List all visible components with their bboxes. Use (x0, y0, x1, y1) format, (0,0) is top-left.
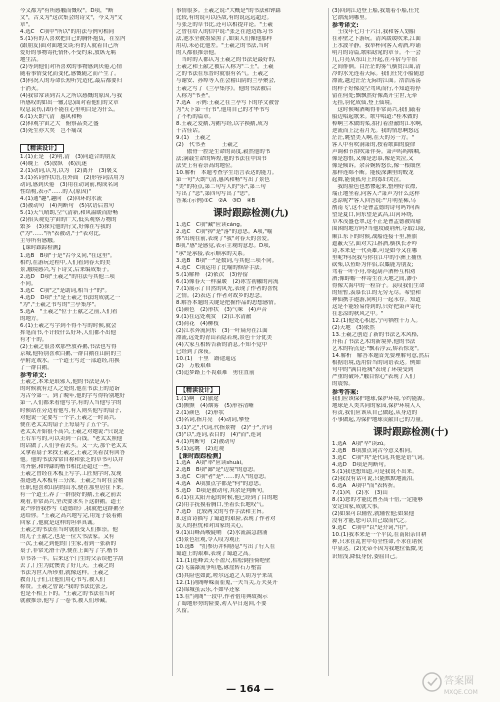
section-title: 课时跟踪检测(九) (213, 208, 289, 220)
text-line: (2)我没有话可说,只能默默地流泪。 (332, 476, 418, 482)
text-line: (2)飞湍瀑流争喧豗,砯崖转石万壑雷 (176, 565, 262, 572)
text-line: (4)大家互相转告新的消息,不知不觉中 (176, 342, 268, 349)
text-line: 我们应该保护地球,保护环境,节约能源。 (332, 395, 429, 402)
text-line: 2.选B B项"鄙"是"边境"的意思。 (176, 466, 259, 473)
text-line: 句中的"满目疮痍"表现了环境受到 (332, 367, 414, 374)
text-line: (3)何况人的寿命长短听凭造化,最后都要归 (20, 78, 123, 85)
text-line: 3.选C C项"之"是助词,相当于"的"。 (20, 287, 111, 294)
text-line: (1)颜色 (2)形状 (3)气味 (4)声音 (176, 306, 267, 313)
text-line: 起舞,能使孤舟上的寡妇哭泣。 (332, 177, 405, 184)
boxed-section-header: 【精读设计】 (176, 386, 220, 395)
text-line: 根据语境,选用恰当的词语表达。例如 (332, 360, 421, 367)
text-line: 砍柴,以鱼虾为伴侣,以麋鹿为朋友; (332, 261, 414, 268)
text-line: 没有才能,您可以自己取而代之。 (332, 518, 410, 525)
text-line: 老太太开始很不高兴,王羲之对她说:"只说是 (20, 428, 125, 435)
text-line: (2)王羲之很喜欢那些放养鹅,书法也写得 (20, 344, 117, 351)
text-line: 7.(1)展示了自然的风光,表现了作者的喜悦 (176, 285, 278, 292)
text-line: 6.(1)像春天一样温暖 (2)冰雪初融的河流 (176, 278, 279, 285)
text-line: 久留。 (176, 607, 193, 614)
text-line: 于消灭。 (20, 85, 42, 92)
text-line: 不同。 (20, 280, 37, 287)
text-line: 之间徘徊。白茫茫的雾气横贯江面,清 (332, 64, 421, 71)
text-line: 2.选C C项"掉"是"落"的意思。A项,"喻 (176, 229, 273, 236)
subheading: 参考译文: (20, 372, 47, 380)
boxed-section-header: 【精读设计】 (20, 144, 64, 153)
text-line: (3)其险也如此,嗟尔远道之人胡为乎来哉 (176, 572, 273, 579)
text-line: "为","王羲之书写的"兰亭集序"。 (20, 301, 100, 308)
text-line: 5.(1)我也想知道,可是我说不出来。 (332, 468, 418, 475)
text-line: (3)"以",连词,表目的 (4)"而",连词 (176, 431, 262, 438)
text-line: 回家了,他就是这样的坦率真诚。 (20, 520, 98, 527)
text-line: 之曾在给人的信中说:"张芝在池边练习书 (176, 29, 273, 36)
text-line: 今义都为"有所感触而慨叹"。D项，"断 (20, 8, 114, 14)
text-line: 逆流而上泛着月光。我的情思啊悠远 (332, 127, 420, 134)
text-line: 第一句"天朗气清,惠风和畅"写出了景色 (176, 177, 270, 184)
text-line: 的时候就有过人之处的,他在书法上的造诣 (20, 386, 120, 393)
text-line: 王右军写的,可以卖到一百钱。"老太太照他 (20, 435, 123, 442)
column-divider (172, 8, 173, 676)
text-line: 地球是人类共同的家园,保护环境人人 (332, 402, 421, 409)
text-line: 12.(1)剑阁峥嵘而崔嵬,一夫当关,万夫莫开 (176, 579, 278, 586)
text-line: 12.(1)他处心积虑,宁可牺牲千万人。 (332, 318, 422, 325)
text-line: 7.选D 比较两文的写作手法和主旨。 (176, 509, 268, 516)
text-line: 悲凉呢?"客人回答说:"'月明星稀,乌 (332, 198, 416, 205)
text-line: 任职,他喜欢山阴的山水,便在那里居住下来。 (20, 485, 127, 492)
text-line: 相约,在游玩过程中,人们看到春天的美 (20, 259, 111, 266)
text-line: 文"，古义为"这次集会的诗文"，今义为"文 (20, 15, 123, 22)
text-line: 6.选A A项中"而"表转折。 (332, 483, 399, 490)
text-line: 1.(1)啊 (2)旅途 (176, 396, 219, 403)
text-line: (2) 代书圣 王羲之 (176, 141, 239, 148)
text-line: 1.选B B项"于是"古今义同,"在这里"。 (20, 252, 116, 259)
text-line: 当时的人都认为王羲之的书法是最好的, (176, 57, 276, 64)
subheading: 参考译文: (332, 22, 359, 30)
text-line: 8.解答本题的关键是把握作品的思想感情。 (176, 299, 280, 306)
text-line: "美"的特点,第二句写人的"乐",第三句 (176, 184, 266, 191)
text-line: 有一个道士,养了一群很好的鹅,王羲之前去 (20, 492, 122, 499)
text-line: 蜀道上的艰难,表现了蜀道之高。 (176, 551, 254, 558)
text-line: 事情很多。王羲之说:"大概是"的书法和钟繇 (176, 8, 281, 14)
text-line: 的地方。 (20, 315, 42, 322)
text-line: 4.选C C项运用了比喻的修辞手法。 (176, 264, 266, 271)
text-line: 的人都很推崇他。 (176, 50, 220, 57)
text-line: 茫茫,眺望美人啊,在天的另一方。" (332, 134, 415, 141)
text-line: 主导所有感触。 (20, 238, 59, 245)
text-line: 中显达。(2)先帝不因为我地位低微,见 (332, 546, 424, 553)
text-line: 1.选A A项"卒"读zú。 (332, 440, 389, 447)
text-line: 4.选A A项加点字都是"何"的意思。 (176, 480, 265, 487)
text-line: 1.选C C项"藏"应读cáng。 (176, 222, 246, 229)
text-line: 望是夏口,向东望是武昌,山河环绕, (332, 212, 414, 219)
text-line: 明月的诗篇,歌唱窈窕的章节。不一会 (332, 50, 421, 57)
text-line: 王羲之曾经在木板上写字,工匠刻字时,发现 (20, 470, 122, 477)
text-line: 顺江东下的时候,战船连接千里,旌旗 (332, 233, 418, 240)
text-line: 草书各一半。后来这个门生的父亲误把字刮 (20, 555, 124, 562)
text-line: B项,"感"是感觉,表示主观的意思。D项, (176, 243, 271, 250)
text-line: 客人中有吹洞箫的,按着歌曲的旋律 (332, 141, 416, 148)
column-divider (328, 8, 329, 676)
text-line: 2.(1)动词,认为,以为 (2)离开 (3)褒义 (20, 167, 118, 174)
text-line: 船边唱起歌来。歌中唱道:"桂木做的 (332, 113, 419, 120)
text-line: 漂流,越过茫茫无际的江面。浩浩荡荡 (332, 78, 421, 85)
text-line: 种,只求在乱世中苟全性命,不求在诸侯 (332, 539, 423, 546)
text-line: 4.(1)通"趣",趣向 (2)回环的水流 (20, 196, 103, 203)
text-line: 上水波平静。我举杯向客人劝酒,吟诵 (332, 43, 421, 50)
text-line: 了不朽的篇章。 (176, 113, 215, 120)
text-line: (2)锦城虽云乐,不如早还家 (176, 586, 240, 593)
text-line: 为古今第一。到了晚年,他的字写得特别地好 (20, 393, 126, 400)
text-line: 酒;像蜉蝣一样寄生在天地之间,渺小 (332, 275, 418, 282)
text-line: 诗,本来是一代英雄,可是如今又在哪 (332, 247, 418, 254)
text-line: 观看,非常高兴,坚决要求买下这群鹅。道士 (20, 499, 122, 506)
text-line: 挥笔而书,不计较什么好坏,人们都不出他 (20, 330, 117, 337)
text-line: (2)江水奔流向东 (3)一叶扁舟在江面 (176, 328, 268, 335)
text-line: 神仙携手遨游,同明月一起永存。知道 (332, 296, 421, 303)
text-line: 围困的地方吗?当他攻破荆州,夺取江陵, (332, 226, 426, 233)
text-line: 5.选A "王羲之"位于王献之之前,人们看 (20, 308, 118, 315)
text-line: 说:"你替我抄写《道德经》,我就把这群鹅全 (20, 506, 125, 513)
text-line: 在赤壁之下游玩。清风缓缓吹来,江面 (332, 36, 421, 43)
text-line: (2)仰观宇宙之大 俯察品类之盛 (20, 120, 99, 127)
text-line: 5.(1)远眺 (2)近观 (176, 445, 225, 452)
text-line: 8.王羲之爱鹅,为鹅写经,以字换鹅,成为 (176, 120, 269, 127)
text-line: 王羲之,本来是琅邪人,他的书法是从小 (20, 379, 111, 386)
text-line: 壬戌年七月十六日,我和客人划船 (332, 29, 416, 36)
text-line: 无挂,羽化成仙,登上仙境。 (332, 99, 396, 106)
text-line: 6.(1)在太阳升起的时候,他已经到了目的地 (176, 495, 278, 501)
text-line: 在悲凉的秋风之中。" (332, 311, 384, 318)
text-line: 1.选A A项"率"应读shuài。 (176, 459, 247, 466)
text-line: (3)景色壮观,令人叹为观止 (176, 537, 240, 544)
text-line: 对他说一定要写一个字,王羲之一时高兴, (20, 414, 117, 421)
subheading: 参考答案: (332, 388, 359, 396)
text-column-right (332, 8, 490, 676)
text-line: (2)天地 (3)依然 (332, 325, 375, 332)
text-line: 9.选C C项中"以"是介词,"用"。 (332, 525, 412, 532)
text-line: 4.选D D项是判断句。 (332, 461, 390, 468)
text-line: 了蜀地形势的险要,劝人早日返回,不要 (176, 600, 267, 607)
watermark-url: MXQE.COM (444, 689, 478, 696)
text-line: 之的书法在东晋时就很有名气。王羲之 (176, 71, 269, 78)
text-line: 驾齐驱,和钟繇的楷书相比还超过一些。 (20, 463, 115, 470)
text-line: 冷的水光连着天际。我们任凭小船随意 (332, 71, 425, 78)
text-line: 那样连绵不断。能使深渊里的蛟龙 (332, 170, 414, 177)
text-line: 京城,他特别喜欢白鹅,一群白鹅在山阴的兰 (20, 351, 122, 358)
text-line: 开拓了书法艺术的新境界,他的书法 (332, 339, 416, 346)
text-line: 里呢?何况我与你在江中的小洲上捕鱼 (332, 254, 422, 261)
text-line: 安定国家,成就大事。 (332, 504, 383, 511)
text-line: 有才干的。 (20, 337, 48, 344)
text-line: 所感叹的如出一辙,(总)面对着他们的文章 (20, 99, 119, 106)
text-line: 与谢安、孙绰等人在会稽山阴的兰亭聚会, (176, 78, 276, 85)
text-line: 13.在"剑阁"一段中,作者借用典故揭示 (176, 593, 268, 600)
text-line: 3.(1)"之",代词,代指景物 (2)"于",介词 (176, 424, 273, 431)
text-line: 6.(1)王羲之写字到不得不写的时候,就会 (20, 322, 117, 329)
text-line: 用功,未必比他差。"王羲之的书法,当时 (176, 43, 270, 50)
text-line: (2)等到他们对所喜欢的事物感到厌倦,心情 (20, 64, 123, 71)
text-line: 留在何处;飘飘然好像离开尘世,无牵 (332, 92, 418, 99)
text-line: 法;满载生命的辉煌,他的书法在中国书 (176, 155, 267, 162)
text-line: 去了,门生为此懊丧了好几天。王羲之的 (20, 562, 115, 569)
text-line: 也是不相上下的。"王羲之的书法在当时 (20, 590, 116, 597)
text-line: 5.(1)天气晴朗,空气清新,和风温暖而舒畅 (20, 210, 119, 217)
text-line: 随着事情变化而变化,感慨随之而产生了。 (20, 71, 120, 78)
text-line: 法,池水全被墨染黑了,如果人们像他那样 (176, 36, 273, 43)
text-line: 【课时跟踪检测】 (20, 245, 64, 252)
text-line: 桌子,非常光滑干净,便在上面写了字,楷书 (20, 548, 118, 555)
text-line: 4.选D D项"王"是王羲之书法的成就之一 (20, 294, 121, 301)
boxed-header-row (176, 377, 326, 396)
text-line: (3)回到江边登上船,我划着小船,任凭 (332, 8, 420, 14)
text-line: 已经到了深夜。 (176, 349, 215, 356)
text-line: 第一,人们都来看他写字,有的人当他写字的 (20, 400, 122, 407)
text-line: (3)荷花 (4)柳枝 (176, 320, 219, 327)
text-line: 有责,我们应该从自己做起,从身边的 (332, 409, 418, 416)
text-line: 书法为世人所珍重,就像这样。王羲之 (20, 569, 109, 576)
text-line: 地生活。 (20, 57, 42, 64)
text-line: 它漂流到哪里。 (332, 15, 371, 22)
text-line: 6.(1)天朗气清 惠风和畅 (20, 113, 82, 120)
text-line: 章"。 (20, 22, 34, 29)
text-line: 送给你。"王羲之高兴地写完,用笼子装着鹅 (20, 513, 123, 520)
text-line: (3)死生亦大矣 岂不痛哉 (20, 127, 83, 134)
text-line: 比较,有的说可以匹敌,有的说远远超过。 (176, 15, 273, 22)
text-line: 8.(1)您的才能比曹丕高十倍,一定能够 (332, 497, 423, 504)
text-line: 与张芝的草书比,还可以相提并论。"王羲 (176, 22, 273, 29)
text-line: 鹊南飞',这不是曹孟德的诗句吗?向西 (332, 205, 420, 212)
text-line: 棹啊兰木做的桨,拍打着澄澈的江水啊, (332, 120, 423, 127)
text-line: 8.这首诗描写了蜀道的艰险,表现了作者对 (176, 516, 276, 523)
text-line: 7.选A 示例:王羲之在兰亭写下的序文被誉 (176, 99, 280, 106)
text-line: 9.(1) 王羲之 (176, 134, 211, 141)
text-line: (4)晚上 (5)放纵 (6)沉迷 (20, 160, 87, 167)
text-line: (3)名词,指月亮 (4)动词,攀登 (176, 417, 250, 424)
text-line: 艺术的特点是:"飘若浮云,矫若惊龙"。 (332, 346, 423, 353)
text-line: 5.选D D项是被动句,其余是判断句。 (176, 487, 268, 494)
text-line: 得像大海中的一粒谷子。哀叹我们生命 (332, 282, 425, 289)
text-line: (3)颤颤 (4)烟雾 (5)形容清晰 (176, 403, 254, 410)
text-line: 4.(1)判断句 (2)被动句 (176, 438, 235, 445)
text-line: 繁多 (3)探究他的行文,好像在写我的 (20, 224, 112, 231)
text-line: 10.解析 本题考查学生语言表达的能力。 (176, 170, 278, 177)
text-line: (2)抬头观览宇宙的广大,低头观察万物的 (20, 217, 117, 224)
text-line: ("为"……"所"表被动,"于"表对比, (20, 231, 101, 238)
text-line: 的样子好像凌空驾风而行,不知道将停 (332, 85, 421, 92)
text-line: 景,触境感兴,写下诗文,后来编成集子。 (20, 266, 113, 273)
text-line: 的话做了,人们争着去买。又一天,那个老太太 (20, 442, 127, 449)
text-line: 2.选B B项加点词古今意义相同。 (332, 447, 416, 454)
subheading: 【课时跟踪检测】 (176, 452, 225, 460)
text-line: 4.选C C项中"所以"的用法与例句相同 (20, 29, 115, 36)
text-line: 漂流,远处的青山若隐若现,景色十分优美 (176, 335, 273, 342)
text-line: 了一群白鹅。 (20, 365, 53, 372)
text-line: 教育儿子们,让他们用心书写,被人们 (20, 576, 106, 583)
text-line: 7.(1)风 (2)水 (3)山 (332, 490, 388, 497)
text-line: (2)用手抚摸着胸口,坐着长长地叹气。 (176, 502, 268, 509)
text-line: 2.(1)颜色 (2)形状 (176, 410, 225, 417)
text-line: 时候站在旁边看他写,有人则买他写的扇子, (20, 407, 122, 414)
text-line: 10.(1)我本来是一个平民,在南阳亲自耕 (332, 532, 427, 539)
text-line: 3.选B B项"一"是数词,与其他三项不同。 (176, 257, 278, 264)
text-line: 11.(1)连峰去天不盈尺,枯松倒挂倚绝壁 (176, 558, 271, 565)
text-line: 称赞。王羲之曾说:"我的书法比张芝, (20, 583, 108, 590)
text-line: 王羲之和王献之被后人称为"二王"。王羲 (176, 64, 274, 71)
text-line: 便在老太太的扇子上每扇写了五个字。 (20, 421, 113, 428)
text-line: 这时候喝酒喝得非常高兴,我们敲着 (332, 106, 421, 113)
text-line: 傲骨一腔是生命的高度,毅然他的书 (176, 148, 271, 155)
text-line: 性结构,表示"……的人(原因)" (20, 189, 91, 196)
text-line: 草木茂盛苍翠,这不正是曹孟德被周瑜 (332, 219, 421, 226)
text-line: 遮蔽天空,面对大江斟酒,横执长矛吟 (332, 240, 418, 247)
text-line: 这是不能轻易得到的,只好把箫声寄托 (332, 303, 421, 310)
text-line: (2)如果可以辅佐,就辅佐他;如果他 (332, 511, 415, 518)
text-line: 动词,感到厌倦 (3)用在动词前,构成名词 (20, 182, 119, 189)
text-line: 王羲之写了《兰亭集序》。他的书法被后 (176, 85, 272, 92)
text-line: (跟朋友)面对面地交谈;有的人就着自己所 (20, 43, 119, 50)
text-column-middle (176, 8, 326, 676)
page-number: — 164 — (226, 684, 274, 695)
text-line: 的震惊。 (332, 381, 354, 388)
text-line: 一次,王羲之到他的门生家,看到一张新的 (20, 541, 117, 548)
text-line: 叹息哀伤,(却)不能在心里明白是为什么。 (20, 106, 119, 113)
text-line: 端正地坐着,问客人:"箫声为什么这样 (332, 191, 420, 198)
boxed-header-row (20, 135, 170, 154)
text-line: 3.选C C项"其"是代词,其他是语气词。 (332, 454, 428, 461)
text-line: 儿,月亮从东山上升起,在斗宿与牛宿 (332, 57, 418, 64)
text-line: 1.(1)正是 (2)明,清 (3)同道合的朋友 (20, 153, 116, 160)
text-line: 2.选D D项"王羲之"的用法与其他三项 (20, 273, 115, 280)
text-line: 3.(1)名词作状语,在外面 (2)形容词活用为 (20, 174, 125, 181)
text-line: (2) 万般艰难 (176, 363, 211, 370)
text-line: 13.王羲之创造了新的书法艺术风格, (332, 332, 419, 339)
text-line: 之情。(2)表达了作者对故乡的思念。 (176, 292, 266, 299)
text-line: 5.(1)解释 (2)依次 (3)停留 (176, 271, 249, 278)
text-line: 9.(1)山峰高峻陡峭 (2)水流湍急汹涌 (176, 530, 268, 537)
text-line: 驾着一叶小舟,举起葫芦酒杯互相劝 (332, 268, 416, 275)
text-line: 亭附近戏水。一个道士写过一部道经,用换 (20, 358, 120, 365)
text-line: 我的脸色也愁惨起来,整理好衣襟, (332, 184, 418, 191)
text-line: 5.(1)有的人喜欢把自己的胸怀抱负，在室内 (20, 36, 126, 43)
text-line: 墨迹透入木板有三分深。王羲之当时在会稽 (20, 478, 124, 484)
text-line: "承"是承接,表示顺承的关系。 (176, 250, 249, 257)
text-line: 小事做起,为保护地球贡献自己的力量。 (332, 416, 427, 423)
text-line: 友人的担忧和对国家的关心。 (176, 523, 247, 530)
text-line: 又拿着扇子来找王羲之,王羲之笑着没有回答 (20, 449, 126, 456)
text-line: 10.选B "扪参历井仰胁息"写出了行人在 (176, 544, 276, 551)
text-line: 爱好的事物寄托情怀,不受约束,放纵无羁 (20, 50, 117, 57)
text-line: 王羲之的书法在当时就很受人们推崇。他 (20, 527, 118, 534)
text-line: 像是怨恨,又像是思慕,像是哭泣,又 (332, 155, 414, 162)
text-line: 法史上有着崇高的地位。 (176, 163, 236, 170)
section-title: 课时跟踪检测(十) (373, 426, 449, 438)
text-line: 为"天下第一行书",他用自己的才华书写 (176, 106, 270, 113)
text-column-left (20, 8, 170, 676)
text-line: 严重的破坏,"触目惊心"表现了人们 (332, 374, 415, 381)
text-line: 9.(1)在远处观赏 (2)江水清澈 (176, 313, 252, 320)
text-line: 的儿子王献之,也是一位大书法家。又有 (20, 534, 115, 541)
text-line: 体"出现在前,表现了"我"对春天的喜爱。 (176, 236, 273, 243)
text-line: 声调和节拍吹箫伴奏。箫声呜呜咽咽, (332, 148, 421, 155)
text-line: 写出了"悲",第四句写出了"思"。 (176, 191, 254, 198)
watermark-text: 答案圈 (444, 676, 474, 687)
text-line: (4)我常常读到古人之所以感慨的原因,与我 (20, 92, 123, 99)
text-line: 千古佳话。 (176, 127, 204, 134)
text-line: 的短暂,羡慕长江的无穷无尽。希望和 (332, 289, 421, 296)
text-line: 像是倾诉。余音婉转悠长,像一根细丝 (332, 163, 421, 170)
text-line: 3.选C C项"者"是"……的人"的意思。 (176, 473, 270, 480)
text-line: 就被推崇,他写了一卷书,被人们珍藏。 (20, 597, 111, 604)
text-line: 人称为"书圣"。 (176, 92, 214, 99)
text-line: 他。他的书法常常自称和张芝的草书可以并 (20, 456, 124, 463)
text-line: 答案:(示例)①C ②A ③D ④B (176, 198, 256, 205)
text-line: 识短浅,降低身份,委屈自己。 (332, 553, 401, 560)
text-line: (3)追梦路上不畏艰难 勇往直前 (176, 370, 255, 377)
text-line: 14.解析 解答本题首先要理解句意,然后 (332, 353, 430, 360)
text-line: (3)被动句 (4)判断句 (5)状语后置句 (20, 203, 115, 210)
text-line: 10.(1) 千里 路途遥远 (176, 356, 237, 363)
